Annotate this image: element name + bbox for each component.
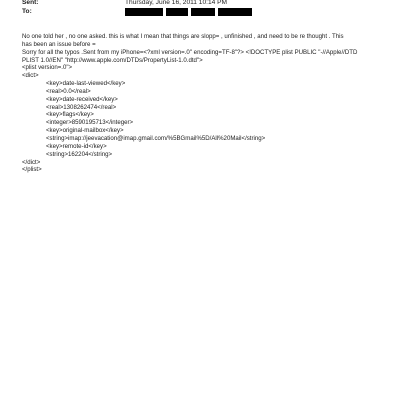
- dict-item-line: <string>162204</string>: [46, 150, 113, 158]
- dict-item-line: <real>1308262474</real>: [46, 103, 117, 111]
- dict-item-line: <key>flags</key>: [46, 111, 94, 119]
- body-line: has been an issue before =: [22, 40, 96, 48]
- sent-value: Thursday, June 16, 2011 10:14 PM: [125, 0, 228, 6]
- dict-open-line: <dict>: [22, 72, 39, 80]
- redaction-box: [218, 8, 252, 16]
- dict-item-line: <key>date-last-viewed</key>: [46, 80, 126, 88]
- redaction-box: [191, 8, 215, 16]
- dict-item-line: <string>imap://jeevacation@imap.gmail.com/%5BGmail%5D/All%20Mail</string>: [46, 134, 266, 142]
- plist-close-line: </plist>: [22, 166, 42, 174]
- redaction-box: [166, 8, 188, 16]
- body-line: Sorry for all the typos .Sent from my iPhone=<?xml version=.0" encoding=TF-8"?> <!DOCTYPE plist PUBLIC "-//Apple//DTD: [22, 48, 358, 56]
- body-line: <plist version=.0">: [22, 64, 73, 72]
- body-line: No one told her , no one asked. this is what I mean that things are slopp= , unfinished , and need to be re thought . This: [22, 33, 344, 40]
- dict-item-line: <integer>8590195713</integer>: [46, 119, 134, 127]
- dict-close-line: </dict>: [22, 158, 41, 166]
- body-line: PLIST 1.0//EN" "http://www.apple.com/DTDs/PropertyList-1.0.dtd">: [22, 56, 203, 64]
- dict-item-line: <key>original-mailbox</key>: [46, 127, 124, 135]
- email-body: [22, 33, 382, 174]
- dict-item-line: <key>remote-id</key>: [46, 142, 107, 150]
- redaction-box: [125, 8, 163, 16]
- dict-item-line: <real>0.0</real>: [46, 87, 91, 95]
- sent-label: Sent:: [22, 0, 39, 6]
- dict-item-line: <key>date-received</key>: [46, 95, 118, 103]
- to-label: To:: [22, 8, 32, 15]
